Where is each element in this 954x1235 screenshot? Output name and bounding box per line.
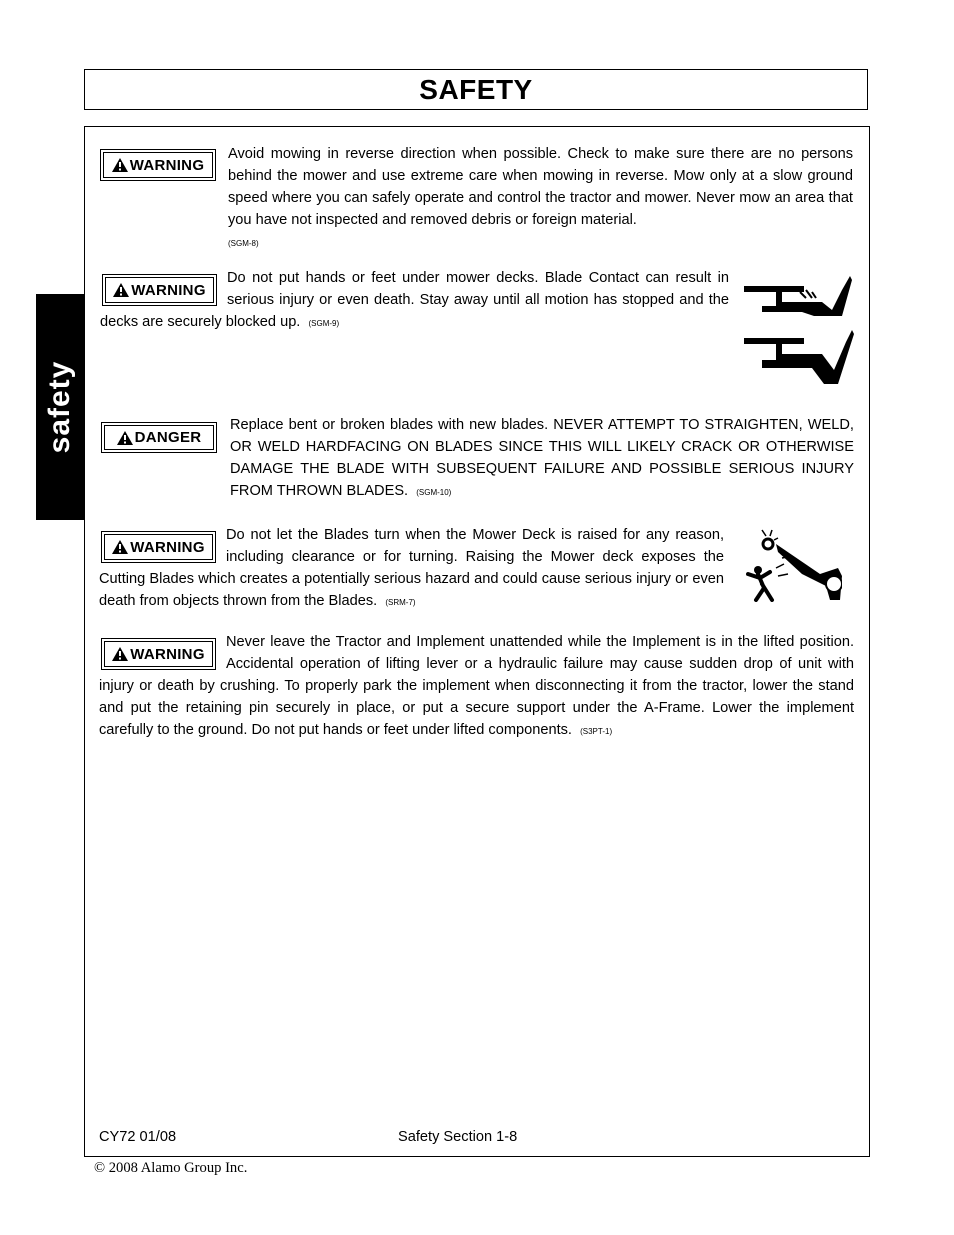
danger-paragraph-sgm-10 — [230, 414, 854, 504]
danger-badge — [101, 422, 217, 453]
side-tab-label: safety — [43, 360, 76, 454]
warning-badge — [100, 149, 216, 181]
badge-label: WARNING — [130, 645, 205, 663]
warning-triangle-icon — [112, 158, 128, 172]
page-header — [84, 69, 868, 110]
paragraph-text: Do not put hands or feet under mower decks. Blade Contact can result in serious injury or even death. Stay away until all motion has stopped and the decks are securely blocked up. — [100, 270, 729, 330]
reference-code: (SGM-9) — [308, 319, 340, 328]
badge-label: WARNING — [131, 281, 206, 299]
warning-paragraph-srm-7 — [99, 524, 724, 614]
paragraph-text: Replace bent or broken blades with new blades. NEVER ATTEMPT TO STRAIGHTEN, WELD, OR WELD HARDFACING ON BLADES SINCE THIS WILL LIKELY CRACK OR OTHERWISE DAMAGE THE BLADE WITH SUBSEQUENT FAILURE AND POSSIBLE SERIOUS INJURY FROM THROWN BLADES. — [230, 417, 854, 499]
paragraph-text: Avoid mowing in reverse direction when possible. Check to make sure there are no persons behind the mower and use extreme care when mowing in reverse. Mow only at a slow ground speed where you can safely operate and control the tractor and mower. Never mow an area that you have not inspected and removed debris or foreign material. — [228, 146, 853, 228]
footer-page-number: Safety Section 1-8 — [398, 1129, 518, 1145]
reference-code: (SRM-7) — [385, 598, 416, 607]
copyright: © 2008 Alamo Group Inc. — [94, 1160, 248, 1176]
mower-deck-blade-hazard-icon — [742, 272, 854, 388]
badge-label: DANGER — [134, 429, 202, 446]
warning-paragraph-s3pt-1 — [99, 631, 854, 743]
paragraph-text: Do not let the Blades turn when the Mower Deck is raised for any reason, including clearance or for turning. Raising the Mower deck exposes the Cutting Blades which creates a potentially serious hazard and could cause serious injury or even death from objects thrown from the Blades. — [99, 527, 724, 609]
paragraph-text: Never leave the Tractor and Implement unattended while the Implement is in the lifted position. Accidental operation of lifting lever or a hydraulic failure may cause sudden drop of unit with injury or death by crushing. To properly park the implement when disconnecting it from the tractor, lower the stand and put the retaining pin securely in place, or put a secure support under the A-Frame. Lower the implement carefully to the ground. Do not put hands or feet under lifted components. — [99, 634, 854, 738]
side-tab — [36, 294, 84, 520]
thrown-object-hazard-icon — [742, 528, 842, 602]
page-title: SAFETY — [419, 73, 533, 105]
reference-code: (S3PT-1) — [580, 727, 613, 736]
footer-model-date: CY72 01/08 — [99, 1129, 177, 1145]
badge-label: WARNING — [129, 156, 205, 174]
warning-paragraph-sgm-8 — [228, 143, 853, 255]
reference-code: (SGM-10) — [416, 488, 452, 497]
reference-code: (SGM-8) — [228, 239, 259, 248]
warning-paragraph-sgm-9 — [100, 267, 729, 335]
badge-label: WARNING — [130, 538, 205, 556]
warning-triangle-icon — [117, 431, 133, 445]
